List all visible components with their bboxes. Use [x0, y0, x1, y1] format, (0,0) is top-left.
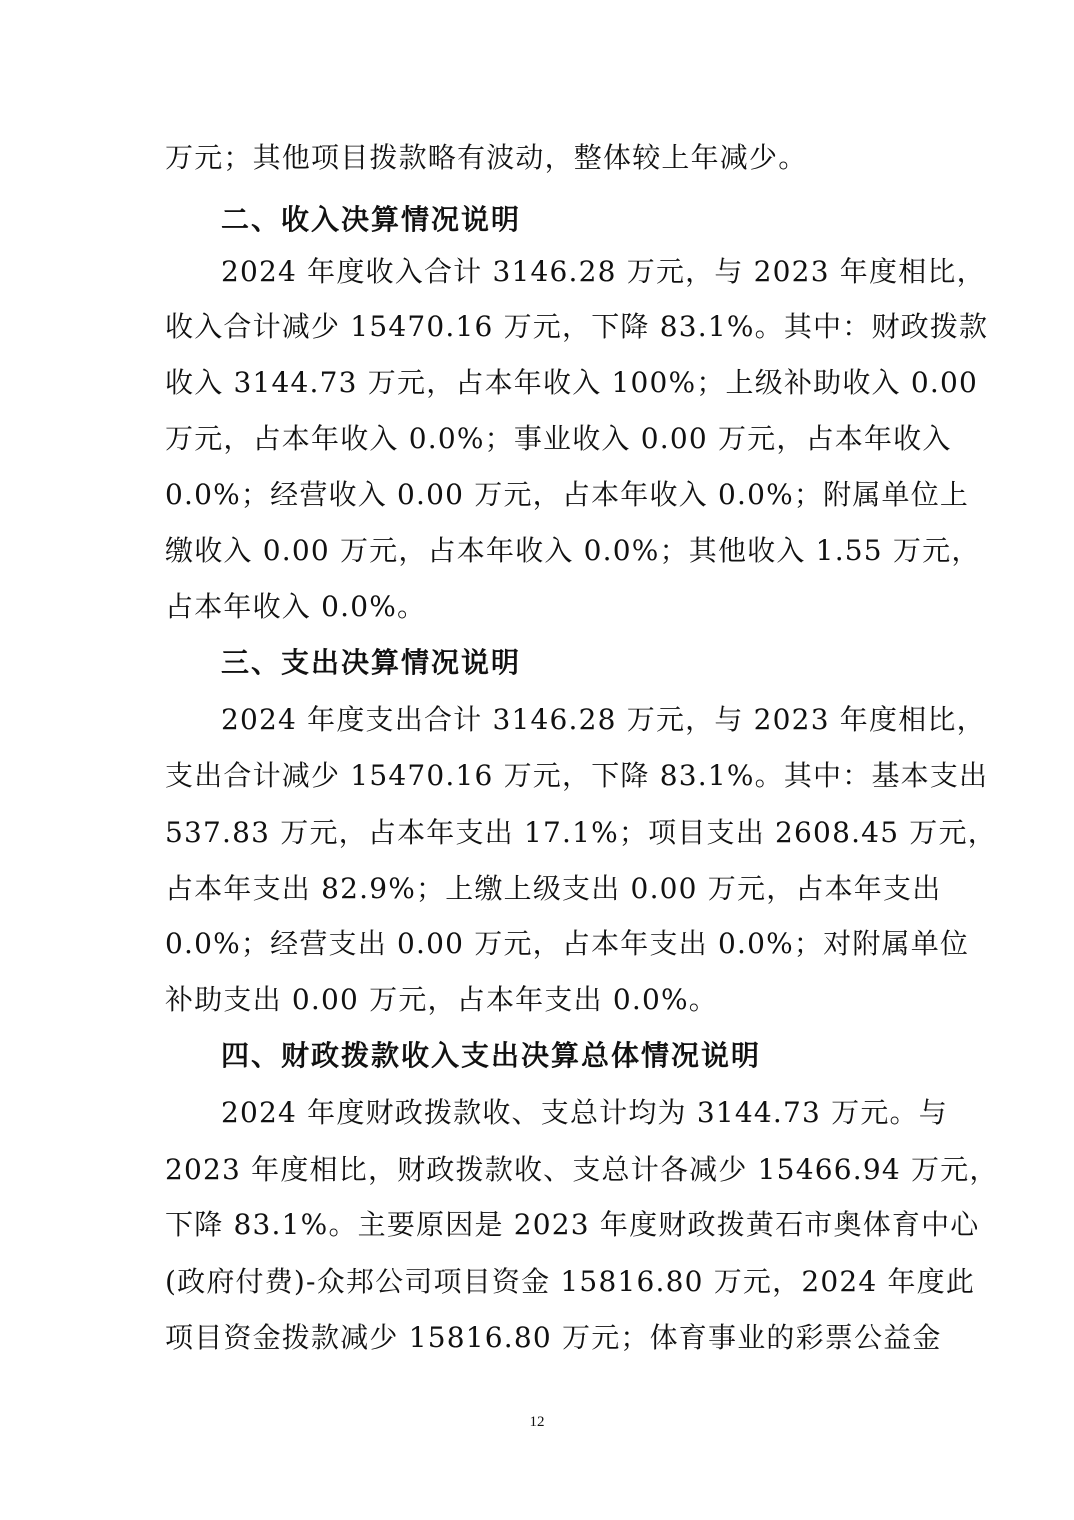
body-text-line: 补助支出 0.00 万元，占本年支出 0.0%。: [165, 983, 718, 1016]
body-text-line: 2024 年度收入合计 3146.28 万元，与 2023 年度相比，: [221, 255, 986, 288]
body-text-line: (政府付费)-众邦公司项目资金 15816.80 万元，2024 年度此: [165, 1265, 976, 1298]
body-text-line: 2023 年度相比，财政拨款收、支总计各减少 15466.94 万元，: [165, 1153, 999, 1186]
body-text-line: 缴收入 0.00 万元，占本年收入 0.0%；其他收入 1.55 万元，: [165, 534, 981, 567]
section-heading-expenditure: 三、支出决算情况说明: [221, 646, 522, 679]
body-text-line: 0.0%；经营收入 0.00 万元，占本年收入 0.0%；附属单位上: [165, 478, 970, 511]
body-text-line: 支出合计减少 15470.16 万元，下降 83.1%。其中：基本支出: [165, 759, 989, 792]
section-heading-fiscal-appropriation: 四、财政拨款收入支出决算总体情况说明: [221, 1039, 762, 1072]
body-text-line: 2024 年度财政拨款收、支总计均为 3144.73 万元。与: [221, 1096, 948, 1129]
body-text-line: 537.83 万元，占本年支出 17.1%；项目支出 2608.45 万元，: [165, 816, 997, 849]
body-text-line: 万元；其他项目拨款略有波动，整体较上年减少。: [165, 141, 808, 174]
page-number: 12: [529, 1414, 545, 1430]
body-text-line: 收入 3144.73 万元，占本年收入 100%；上级补助收入 0.00: [165, 366, 978, 399]
body-text-line: 收入合计减少 15470.16 万元，下降 83.1%。其中：财政拨款: [165, 310, 989, 343]
body-text-line: 占本年支出 82.9%；上缴上级支出 0.00 万元，占本年支出: [165, 872, 942, 905]
body-text-line: 占本年收入 0.0%。: [165, 590, 427, 623]
body-text-line: 0.0%；经营支出 0.00 万元，占本年支出 0.0%；对附属单位: [165, 927, 970, 960]
section-heading-income: 二、收入决算情况说明: [221, 203, 522, 236]
body-text-line: 下降 83.1%。主要原因是 2023 年度财政拨黄石市奥体育中心: [165, 1208, 980, 1241]
body-text-line: 2024 年度支出合计 3146.28 万元，与 2023 年度相比，: [221, 703, 986, 736]
body-text-line: 项目资金拨款减少 15816.80 万元；体育事业的彩票公益金: [165, 1321, 942, 1354]
body-text-line: 万元，占本年收入 0.0%；事业收入 0.00 万元，占本年收入: [165, 422, 952, 455]
